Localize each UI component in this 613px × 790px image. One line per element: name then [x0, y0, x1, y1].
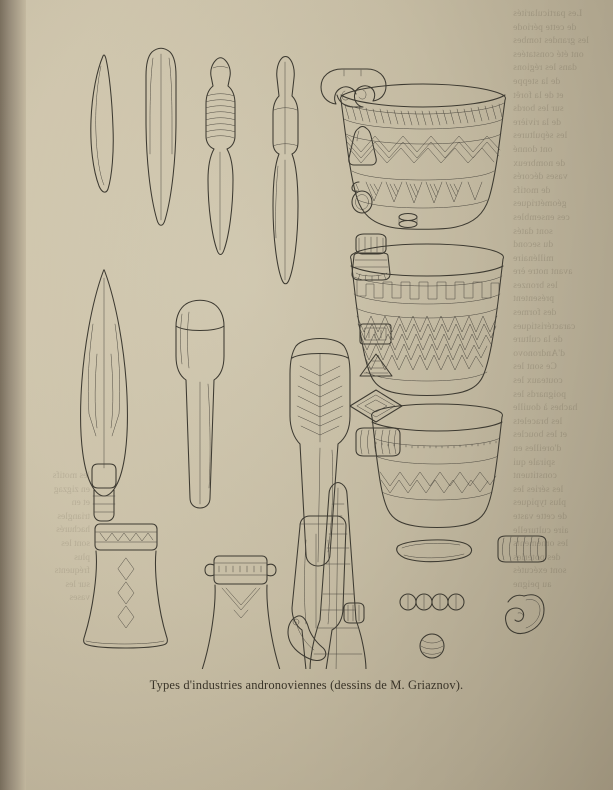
small-bead-drawing: [344, 603, 364, 623]
ribbed-tube-bead-drawing: [356, 428, 400, 456]
decorated-pot-large-drawing: [341, 84, 506, 229]
triangular-pendant-drawing: [349, 127, 377, 166]
oval-bracelet-drawing: [397, 540, 472, 562]
figure-caption: Types d'industries andronoviennes (dessins de M. Griaznov).: [149, 678, 464, 692]
square-plaque-drawing: [360, 324, 391, 344]
spiral-earring-drawing: [506, 595, 544, 634]
curved-knife-drawing: [91, 55, 113, 192]
figure-plate: [56, 24, 568, 669]
page-gutter-shadow: [0, 0, 26, 790]
small-rings-pair-drawing: [399, 214, 417, 228]
barbed-spearhead-drawing: [81, 270, 128, 521]
socketed-dagger-drawing: [273, 57, 298, 284]
plain-rim-pot-drawing: [372, 404, 503, 528]
bleed-through-text-left: les motifs en zigzag et en triangles hachurés sont les plus fréquents sur les vases: [52, 471, 90, 604]
socketed-chisel-drawing: [176, 300, 224, 508]
socketed-axe-lugged-drawing: [202, 556, 281, 669]
conical-mould-drawing: [310, 483, 366, 670]
flat-adze-drawing: [292, 516, 346, 669]
ribbed-hilt-dagger-drawing: [206, 58, 235, 255]
ribbed-cylinder-bead-drawing: [498, 536, 546, 562]
bleed-through-text-right: Les particularités de cette période les grandes tombes ont été constatées dans les régions de la steppe et de la forêt sur les bords de la rivière les sépultures ont donné de nombreux vases décorés de motifs géométriques ces ensembles sont datés du second millénaire avant notre ère les bronzes présentent des formes caractéristiques de la culture d'Andronovo Ce sont les couteaux les poignards les haches à douille les bracelets et les boucles d'oreilles en spirale qui constituent les séries les plus typiques de cette vaste aire culturelle les ornements des poteries sont exécutés au peigne: [513, 9, 589, 590]
socketed-axe-decorated-drawing: [84, 524, 168, 648]
bead-string-drawing: [400, 594, 464, 610]
spiral-headed-pin-drawing: [321, 69, 386, 107]
disc-bead-drawing: [420, 634, 444, 658]
leaf-shaped-dagger-drawing: [146, 48, 176, 225]
lozenge-plaque-drawing: [350, 390, 402, 422]
